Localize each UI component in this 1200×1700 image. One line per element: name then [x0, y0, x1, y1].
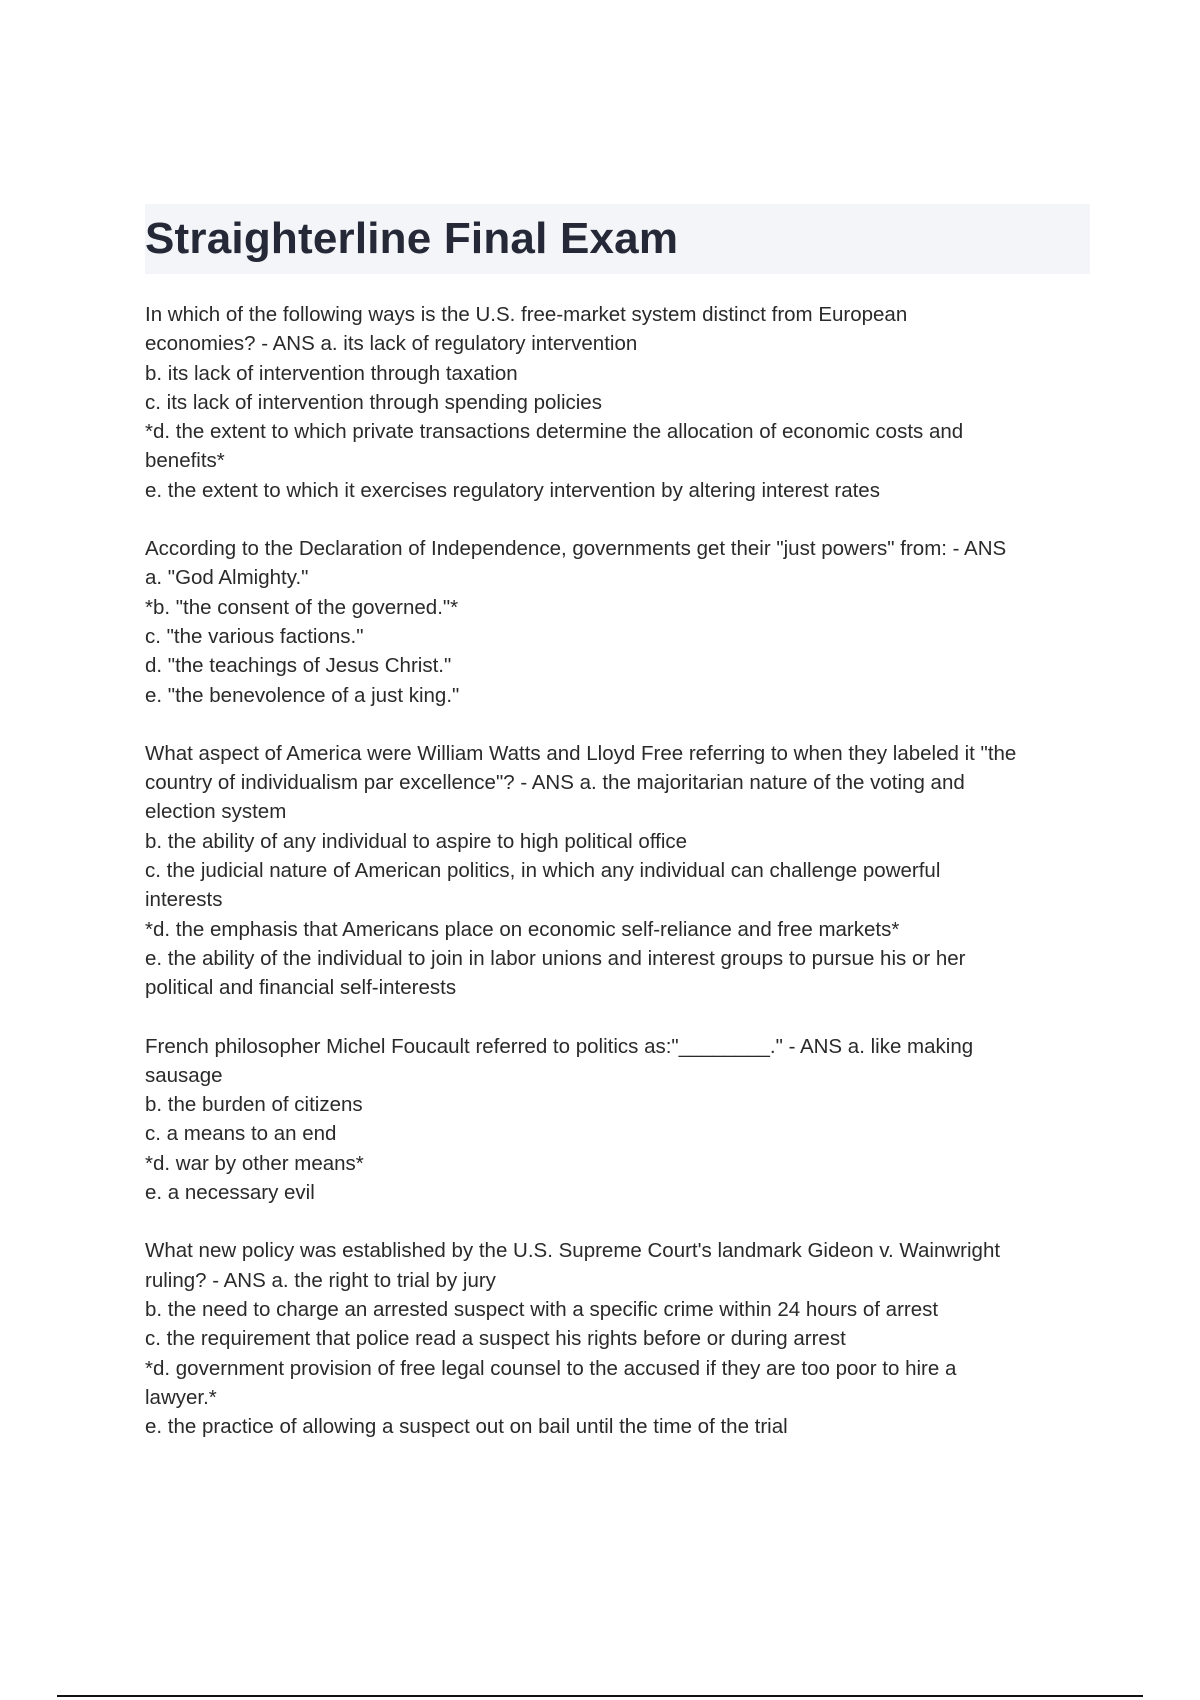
text-line: c. a means to an end	[145, 1122, 337, 1146]
question-block-5	[145, 1236, 1090, 1441]
title-band	[145, 204, 1090, 274]
text-line: political and financial self-interests	[145, 976, 457, 1000]
text-line: interests	[145, 888, 223, 912]
text-line: benefits*	[145, 449, 225, 473]
text-line: economies? - ANS a. its lack of regulatory intervention	[145, 332, 638, 356]
text-line: In which of the following ways is the U.S. free-market system distinct from European	[145, 303, 908, 326]
text-line: According to the Declaration of Independence, governments get their "just powers" from: - ANS	[145, 537, 1007, 561]
text-line: *d. government provision of free legal counsel to the accused if they are too poor to hire a	[145, 1356, 957, 1380]
text-line: What new policy was established by the U.S. Supreme Court's landmark Gideon v. Wainwright	[145, 1239, 1001, 1263]
text-line: e. the extent to which it exercises regulatory intervention by altering interest rates	[145, 478, 880, 502]
text-line: b. its lack of intervention through taxation	[145, 361, 518, 385]
text-line: *d. the extent to which private transactions determine the allocation of economic costs and	[145, 420, 964, 444]
text-line: sausage	[145, 1063, 223, 1087]
text-line: b. the need to charge an arrested suspect with a specific crime within 24 hours of arrest	[145, 1297, 939, 1321]
text-line: a. "God Almighty."	[145, 566, 309, 590]
text-line: b. the burden of citizens	[145, 1093, 363, 1117]
text-line: c. its lack of intervention through spending policies	[145, 390, 602, 414]
text-line: *d. war by other means*	[145, 1151, 364, 1175]
document-page	[145, 204, 1090, 1470]
text-line: b. the ability of any individual to aspire to high political office	[145, 829, 688, 853]
text-line: e. "the benevolence of a just king."	[145, 683, 460, 707]
text-line: e. the ability of the individual to join in labor unions and interest groups to pursue his or her	[145, 946, 966, 970]
text-line: *d. the emphasis that Americans place on economic self-reliance and free markets*	[145, 917, 900, 941]
text-line: e. a necessary evil	[145, 1181, 315, 1205]
question-block-2	[145, 534, 1090, 710]
question-block-3	[145, 739, 1090, 1003]
text-line: c. "the various factions."	[145, 624, 364, 648]
text-line: c. the requirement that police read a suspect his rights before or during arrest	[145, 1327, 846, 1351]
document-title: Straighterline Final Exam	[145, 214, 679, 263]
question-block-1	[145, 300, 1090, 505]
text-line: e. the practice of allowing a suspect out on bail until the time of the trial	[145, 1415, 788, 1439]
text-line: d. "the teachings of Jesus Christ."	[145, 654, 452, 678]
text-line: lawyer.*	[145, 1385, 217, 1409]
page-footer-rule	[57, 1695, 1143, 1697]
text-line: election system	[145, 800, 287, 824]
question-block-4	[145, 1032, 1090, 1208]
text-line: French philosopher Michel Foucault referred to politics as:"________." - ANS a. like making	[145, 1034, 974, 1058]
text-line: country of individualism par excellence"? - ANS a. the majoritarian nature of the voting and	[145, 771, 965, 795]
text-line: c. the judicial nature of American politics, in which any individual can challenge powerful	[145, 859, 941, 883]
text-line: *b. "the consent of the governed."*	[145, 595, 459, 619]
text-line: ruling? - ANS a. the right to trial by jury	[145, 1268, 496, 1292]
text-line: What aspect of America were William Watts and Lloyd Free referring to when they labeled it "the	[145, 741, 1017, 765]
